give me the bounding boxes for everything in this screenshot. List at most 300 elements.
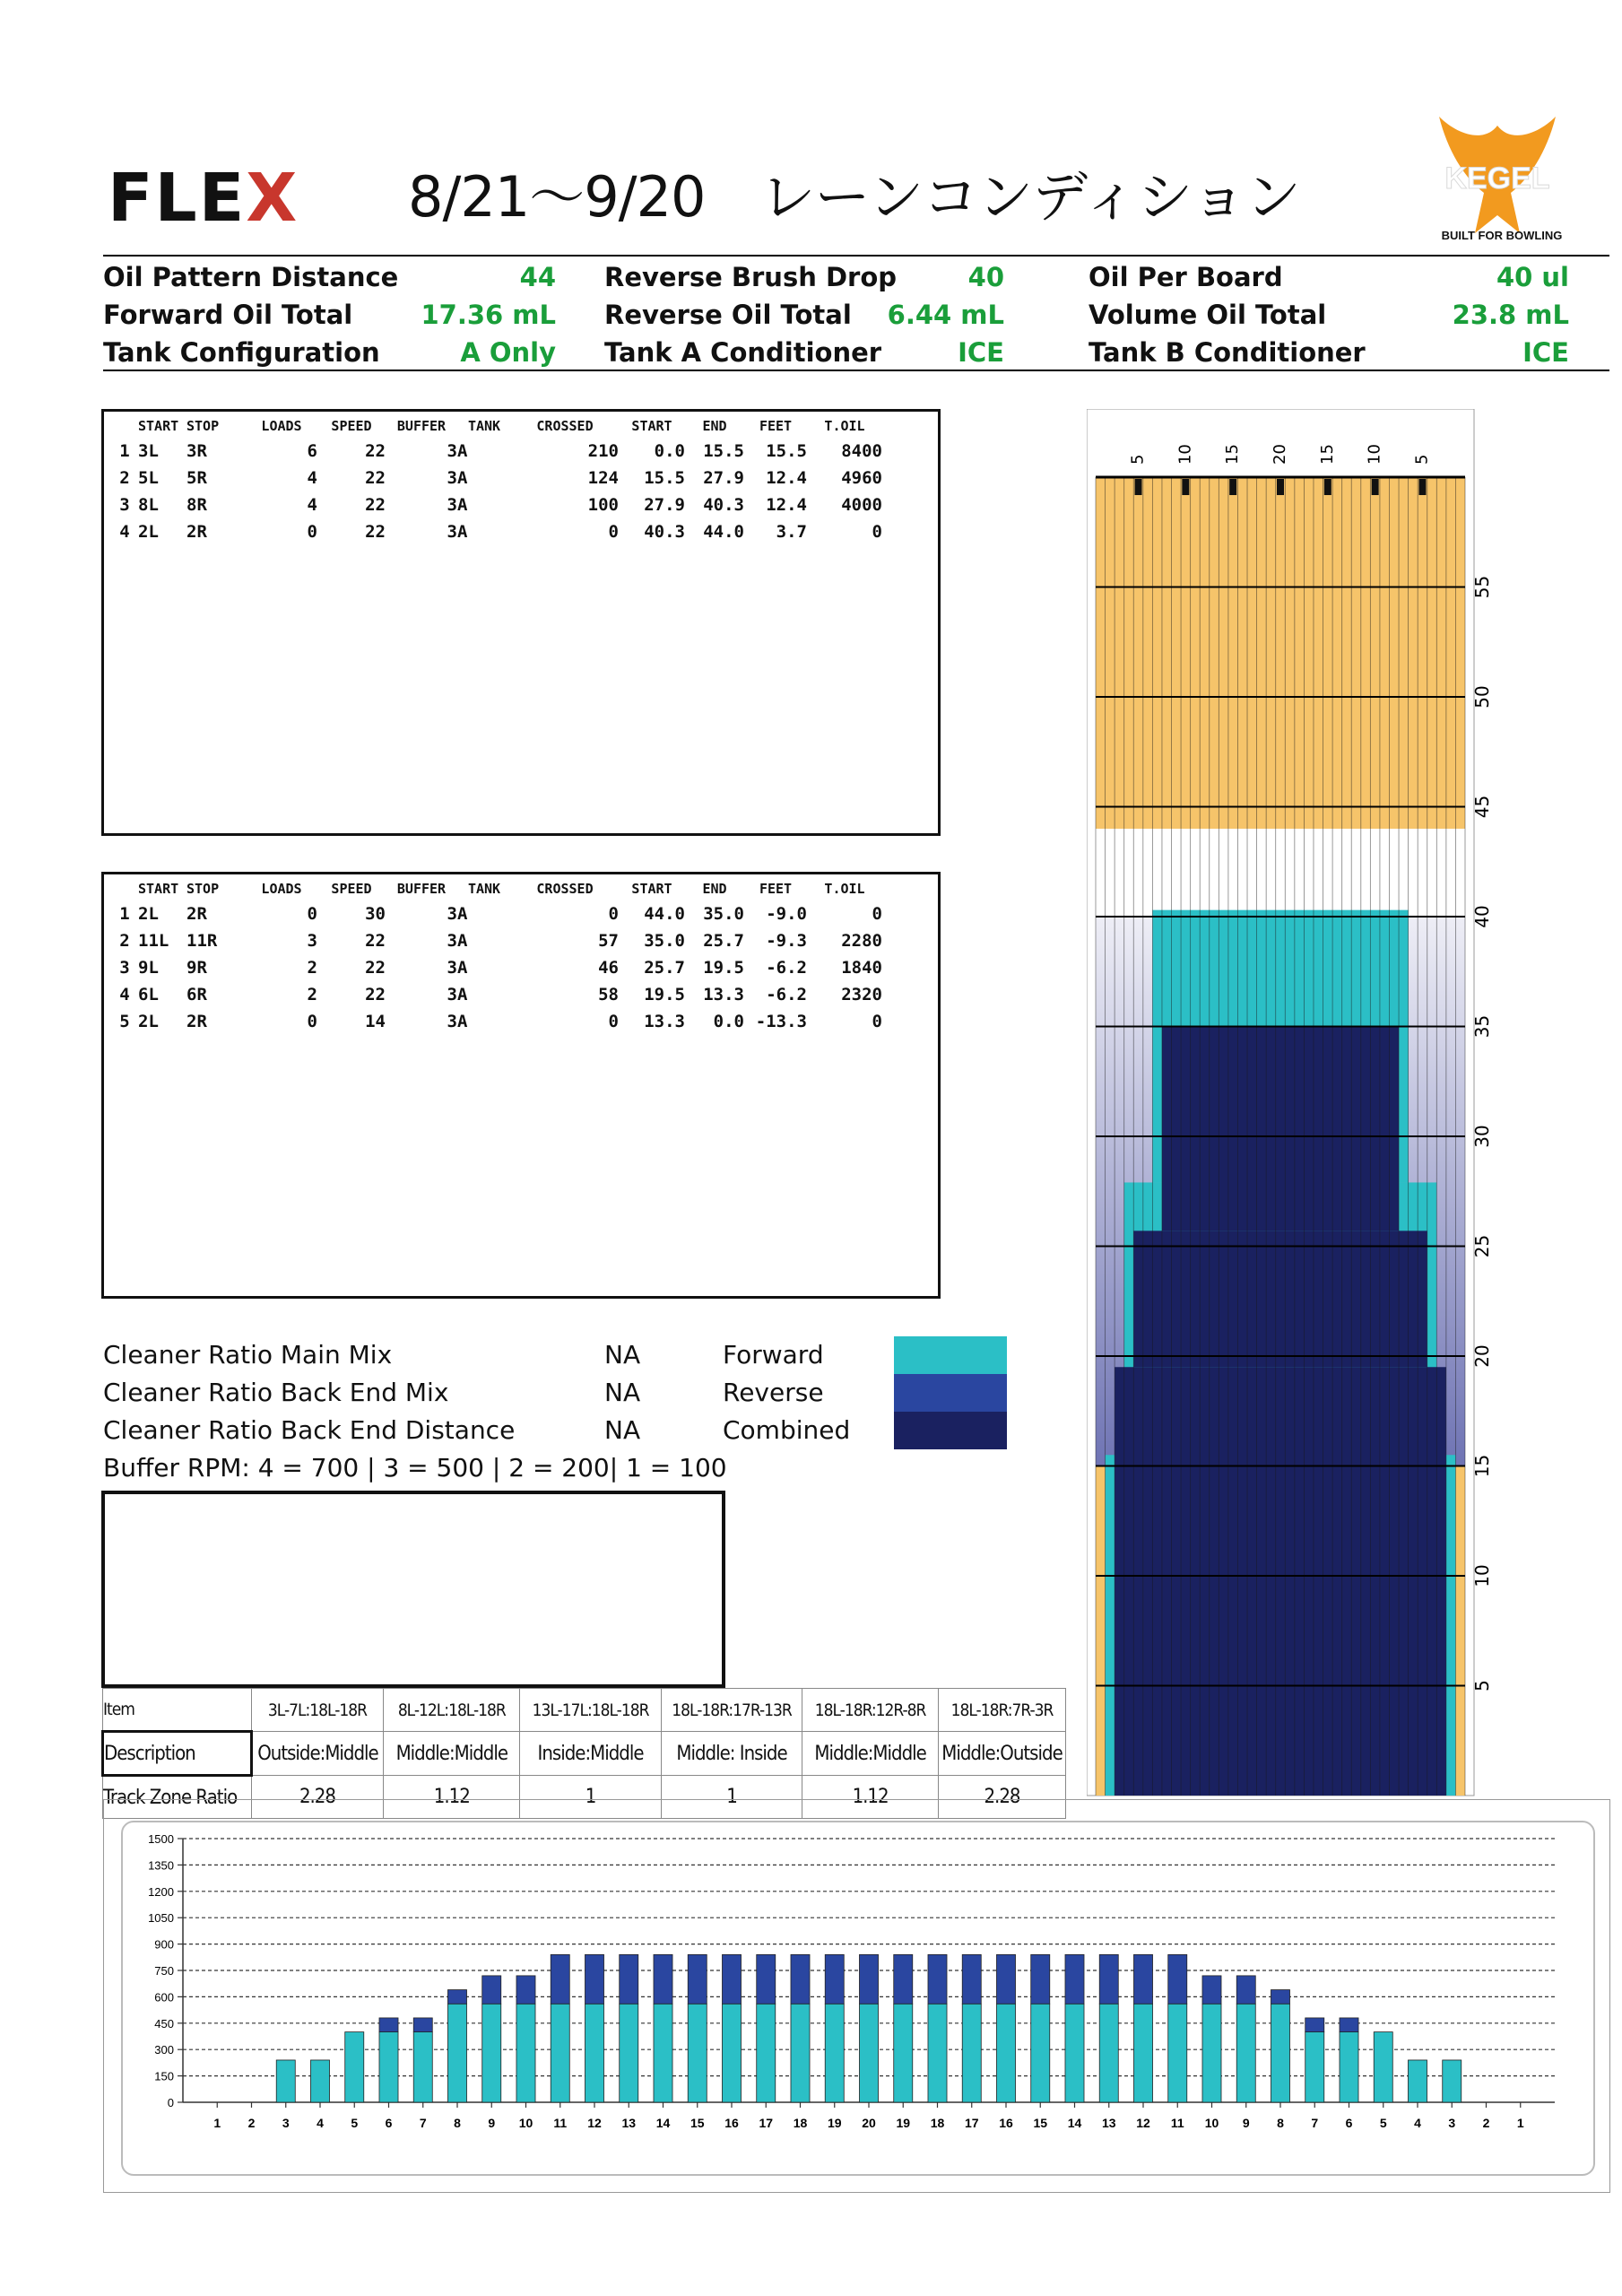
track-zone-cell: Middle:Middle xyxy=(384,1732,520,1776)
forward-table-cell: 4 xyxy=(119,522,130,542)
chart-bar-segment xyxy=(1133,2004,1152,2102)
reverse-table-header-cell: TANK xyxy=(467,881,501,897)
flex-logo-x: X xyxy=(246,160,299,237)
reverse-table-cell: 1840 xyxy=(841,958,882,978)
chart-bar-segment xyxy=(859,1954,878,2004)
chart-bar-segment xyxy=(413,2018,432,2032)
reverse-table-cell: 11R xyxy=(186,931,218,951)
track-zone-cell: Item xyxy=(103,1689,252,1732)
lane-top-board-label: 10 xyxy=(1365,444,1384,465)
reverse-table-header-cell: END xyxy=(702,881,727,897)
reverse-table-cell: 35.0 xyxy=(703,904,744,924)
chart-bar-segment xyxy=(722,1954,741,2004)
chart-x-tick-label: 11 xyxy=(1170,2116,1184,2130)
summary-value: 23.8 mL xyxy=(1452,300,1569,330)
reverse-table-cell: 0 xyxy=(872,1012,882,1031)
forward-table-cell: 0.0 xyxy=(654,441,685,461)
reverse-table-cell: 0 xyxy=(872,904,882,924)
chart-bar-segment xyxy=(825,2004,844,2102)
forward-table-header-cell: END xyxy=(702,418,727,434)
forward-table-cell: 210 xyxy=(587,441,619,461)
lane-distance-label: 15 xyxy=(1471,1454,1493,1478)
chart-x-tick-label: 20 xyxy=(862,2116,876,2130)
chart-bar-segment xyxy=(585,2004,603,2102)
chart-y-tick-label: 1200 xyxy=(148,1884,174,1899)
chart-bar-segment xyxy=(1236,1976,1255,2004)
chart-bar-segment xyxy=(688,2004,707,2102)
lane-top-board-label: 5 xyxy=(1412,454,1432,465)
chart-bar-segment xyxy=(447,2004,466,2102)
lane-top-board-label: 5 xyxy=(1128,454,1148,465)
chart-bar-segment xyxy=(1374,2032,1392,2102)
forward-table-header-cell: CROSSED xyxy=(536,418,594,434)
chart-bar-segment xyxy=(1340,2032,1358,2102)
track-zone-cell: Track Zone Ratio xyxy=(103,1776,252,1819)
chart-bar-segment xyxy=(1202,1976,1221,2004)
cleaner-main-mix-label: Cleaner Ratio Main Mix xyxy=(103,1340,393,1370)
forward-table-row xyxy=(111,438,882,465)
forward-table-header-cell: LOADS xyxy=(261,418,302,434)
chart-x-tick-label: 17 xyxy=(759,2116,774,2130)
chart-bar-segment xyxy=(1236,2004,1255,2102)
summary-value: 44 xyxy=(519,262,556,292)
reverse-table-row xyxy=(111,981,882,1008)
summary-label: Volume Oil Total xyxy=(1089,300,1327,330)
cleaner-back-end-distance-label: Cleaner Ratio Back End Distance xyxy=(103,1415,516,1445)
track-zone-cell: 1.12 xyxy=(802,1776,939,1819)
chart-bar-segment xyxy=(1031,1954,1050,2004)
chart-bar-segment xyxy=(996,1954,1015,2004)
chart-bar-segment xyxy=(482,1976,501,2004)
chart-bar-segment xyxy=(413,2032,432,2102)
lane-combined-zone xyxy=(1162,1027,1399,1231)
chart-bar-segment xyxy=(482,2004,501,2102)
reverse-table-row xyxy=(111,954,882,981)
forward-table-cell: 3L xyxy=(138,441,159,461)
lane-arrow-mark xyxy=(1229,479,1236,495)
reverse-table-cell: 2R xyxy=(186,904,207,924)
forward-table-cell: 5R xyxy=(186,468,207,488)
forward-table-cell: A xyxy=(457,495,468,515)
reverse-table-cell: 3 xyxy=(447,904,457,924)
summary-value: ICE xyxy=(958,337,1004,368)
forward-table-cell: 15.5 xyxy=(703,441,744,461)
chart-x-tick-label: 5 xyxy=(1379,2116,1387,2130)
chart-x-tick-label: 4 xyxy=(1414,2116,1421,2130)
forward-table-cell: 22 xyxy=(365,468,386,488)
forward-table-cell: 3 xyxy=(447,468,457,488)
lane-combined-zone xyxy=(1133,1231,1427,1367)
lane-top-board-label: 15 xyxy=(1317,444,1337,465)
forward-table-cell: 27.9 xyxy=(644,495,685,515)
forward-table-cell: 2L xyxy=(138,522,159,542)
forward-table-cell: 100 xyxy=(587,495,619,515)
reverse-table-cell: A xyxy=(457,985,468,1004)
reverse-table-cell: 25.7 xyxy=(644,958,685,978)
summary-top-rule xyxy=(103,255,1609,257)
forward-table-cell: 22 xyxy=(365,441,386,461)
lane-top-board-label: 15 xyxy=(1223,444,1243,465)
forward-table-cell: 40.3 xyxy=(644,522,685,542)
reverse-table-cell: 19.5 xyxy=(644,985,685,1004)
chart-bar-segment xyxy=(722,2004,741,2102)
lane-distance-label: 10 xyxy=(1471,1564,1493,1587)
forward-table-cell: 6 xyxy=(307,441,317,461)
chart-x-tick-label: 10 xyxy=(518,2116,533,2130)
chart-bar-segment xyxy=(620,1954,638,2004)
forward-table-cell: 0 xyxy=(872,522,882,542)
chart-bar-segment xyxy=(928,2004,947,2102)
chart-bar-segment xyxy=(516,1976,535,2004)
reverse-table-cell: 3 xyxy=(447,931,457,951)
reverse-table-cell: 2R xyxy=(186,1012,207,1031)
reverse-table-cell: 0 xyxy=(608,904,619,924)
kegel-tagline: BUILT FOR BOWLING xyxy=(1441,229,1563,242)
chart-x-tick-label: 8 xyxy=(1277,2116,1284,2130)
lane-arrow-mark xyxy=(1372,479,1379,495)
chart-bar-segment xyxy=(757,1954,776,2004)
reverse-table-cell: -9.0 xyxy=(766,904,807,924)
chart-y-tick-label: 300 xyxy=(154,2043,174,2057)
chart-x-tick-label: 13 xyxy=(621,2116,637,2130)
forward-table-cell: 40.3 xyxy=(703,495,744,515)
summary-label: Reverse Brush Drop xyxy=(604,262,898,292)
track-zone-cell: 18L-18R:17R-13R xyxy=(661,1689,802,1732)
reverse-table-cell: 5 xyxy=(119,1012,130,1031)
lane-arrow-mark xyxy=(1135,479,1142,495)
chart-x-tick-label: 2 xyxy=(247,2116,256,2130)
chart-y-tick-label: 1350 xyxy=(148,1858,174,1873)
forward-table-cell: 15.5 xyxy=(644,468,685,488)
lane-oil-graph xyxy=(1087,409,1499,1808)
summary-label: Reverse Oil Total xyxy=(604,300,852,330)
reverse-table-cell: 14 xyxy=(365,1012,386,1031)
reverse-table-header-cell: STOP xyxy=(186,881,220,897)
reverse-table-cell: 22 xyxy=(365,931,386,951)
chart-x-tick-label: 2 xyxy=(1482,2116,1490,2130)
track-zone-cell: 1.12 xyxy=(384,1776,520,1819)
chart-bar-segment xyxy=(1340,2018,1358,2032)
reverse-table-cell: 3 xyxy=(447,985,457,1004)
reverse-table-header-cell: LOADS xyxy=(261,881,302,897)
reverse-table-cell: 58 xyxy=(598,985,619,1004)
track-zone-cell: 18L-18R:12R-8R xyxy=(802,1689,939,1732)
chart-x-tick-label: 4 xyxy=(317,2116,324,2130)
legend-reverse-label: Reverse xyxy=(723,1378,824,1407)
track-zone-cell: 13L-17L:18L-18R xyxy=(520,1689,662,1732)
track-zone-cell: 2.28 xyxy=(938,1776,1065,1819)
chart-bar-segment xyxy=(379,2018,398,2032)
forward-table-cell: 8400 xyxy=(841,441,882,461)
forward-table-header-cell: BUFFER xyxy=(396,418,447,434)
chart-bar-segment xyxy=(1099,2004,1118,2102)
chart-y-tick-label: 1500 xyxy=(148,1832,174,1846)
track-zone-cell: 18L-18R:7R-3R xyxy=(938,1689,1065,1732)
legend-forward-label: Forward xyxy=(723,1340,824,1370)
chart-bar-segment xyxy=(928,1954,947,2004)
reverse-table-cell: 57 xyxy=(598,931,619,951)
chart-x-tick-label: 16 xyxy=(999,2116,1013,2130)
chart-x-tick-label: 7 xyxy=(419,2116,427,2130)
forward-table-header-cell xyxy=(111,414,138,438)
track-zone-cell: 1 xyxy=(520,1776,662,1819)
forward-table-cell: 4960 xyxy=(841,468,882,488)
track-zone-cell: Inside:Middle xyxy=(520,1732,662,1776)
chart-x-tick-label: 3 xyxy=(1448,2116,1456,2130)
chart-bar-segment xyxy=(1065,2004,1084,2102)
forward-table-cell: 2R xyxy=(186,522,207,542)
page-title: 8/21～9/20 レーンコンディション xyxy=(408,164,1301,230)
reverse-table-cell: 44.0 xyxy=(644,904,685,924)
reverse-table-header-cell: START xyxy=(138,881,179,897)
kegel-brand-text: KEGEL xyxy=(1444,161,1550,196)
reverse-table-header-cell: BUFFER xyxy=(396,881,447,897)
chart-bar-segment xyxy=(551,1954,569,2004)
chart-y-tick-label: 900 xyxy=(154,1937,174,1952)
reverse-table-header-cell: T.OIL xyxy=(824,881,865,897)
legend-combined-label: Combined xyxy=(723,1415,851,1445)
forward-table-cell: 3.7 xyxy=(776,522,807,542)
reverse-table-cell: 3 xyxy=(307,931,317,951)
forward-table-header-cell: TANK xyxy=(467,418,501,434)
chart-x-tick-label: 13 xyxy=(1101,2116,1116,2130)
forward-table-header-cell: SPEED xyxy=(331,418,372,434)
chart-x-tick-label: 14 xyxy=(655,2116,671,2130)
chart-bar-segment xyxy=(1271,2004,1289,2102)
reverse-table-cell: 30 xyxy=(365,904,386,924)
reverse-table-cell: 2280 xyxy=(841,931,882,951)
forward-oil-table xyxy=(111,414,882,545)
reverse-table-cell: 9R xyxy=(186,958,207,978)
reverse-table-cell: 46 xyxy=(598,958,619,978)
buffer-rpm-text: Buffer RPM: 4 = 700 | 3 = 500 | 2 = 200| 1 = 100 xyxy=(103,1453,727,1483)
reverse-table-cell: 0.0 xyxy=(713,1012,744,1031)
chart-bar-segment xyxy=(791,1954,810,2004)
chart-y-tick-label: 600 xyxy=(154,1990,174,2005)
chart-x-tick-label: 18 xyxy=(793,2116,808,2130)
lane-combined-zone xyxy=(1115,1367,1446,1796)
forward-table-header-cell: FEET xyxy=(759,418,793,434)
chart-x-tick-label: 12 xyxy=(587,2116,602,2130)
forward-table-cell: 5L xyxy=(138,468,159,488)
chart-y-tick-label: 1050 xyxy=(148,1911,174,1926)
chart-bar-segment xyxy=(551,2004,569,2102)
reverse-table-cell: 2320 xyxy=(841,985,882,1004)
cleaner-back-end-mix-value: NA xyxy=(604,1378,641,1407)
track-zone-cell: 1 xyxy=(661,1776,802,1819)
chart-bar-segment xyxy=(1305,2032,1324,2102)
summary-value: 40 ul xyxy=(1496,262,1569,292)
reverse-table-cell: 13.3 xyxy=(703,985,744,1004)
cleaner-back-end-mix-label: Cleaner Ratio Back End Mix xyxy=(103,1378,449,1407)
reverse-table-cell: 4 xyxy=(119,985,130,1004)
forward-table-row xyxy=(111,491,882,518)
legend-combined-swatch xyxy=(894,1412,1007,1449)
track-zone-cell: Middle:Outside xyxy=(938,1732,1065,1776)
track-zone-cell: Outside:Middle xyxy=(251,1732,384,1776)
reverse-table-cell: 1 xyxy=(119,904,130,924)
track-zone-cell: Middle: Inside xyxy=(661,1732,802,1776)
chart-bar-segment xyxy=(894,1954,913,2004)
forward-table-row xyxy=(111,465,882,491)
chart-bar-segment xyxy=(379,2032,398,2102)
legend-forward-swatch xyxy=(894,1336,1007,1374)
chart-y-tick-label: 750 xyxy=(154,1964,174,1978)
reverse-table-header-cell: SPEED xyxy=(331,881,372,897)
summary-label: Oil Per Board xyxy=(1089,262,1283,292)
chart-x-tick-label: 6 xyxy=(385,2116,393,2130)
chart-x-tick-label: 6 xyxy=(1345,2116,1353,2130)
reverse-table-header-cell xyxy=(111,877,138,900)
reverse-table-cell: 13.3 xyxy=(644,1012,685,1031)
chart-bar-segment xyxy=(1065,1954,1084,2004)
chart-bar-segment xyxy=(345,2032,364,2102)
chart-bar-segment xyxy=(585,1954,603,2004)
chart-bar-segment xyxy=(996,2004,1015,2102)
chart-bar-segment xyxy=(894,2004,913,2102)
forward-table-cell: 12.4 xyxy=(766,468,807,488)
reverse-table-cell: A xyxy=(457,1012,468,1031)
reverse-table-header-cell: FEET xyxy=(759,881,793,897)
forward-table-cell: 8L xyxy=(138,495,159,515)
reverse-table-cell: 0 xyxy=(307,1012,317,1031)
reverse-table-cell: 3 xyxy=(119,958,130,978)
forward-table-cell: 1 xyxy=(119,441,130,461)
chart-x-tick-label: 17 xyxy=(964,2116,979,2130)
lane-distance-label: 45 xyxy=(1471,795,1493,819)
reverse-table-cell: 35.0 xyxy=(644,931,685,951)
reverse-table-cell: A xyxy=(457,958,468,978)
lane-top-board-label: 20 xyxy=(1271,444,1289,465)
reverse-table-cell: 9L xyxy=(138,958,159,978)
summary-label: Tank B Conditioner xyxy=(1089,337,1366,368)
chart-x-tick-label: 12 xyxy=(1136,2116,1150,2130)
reverse-table-cell: 2L xyxy=(138,904,159,924)
notes-box xyxy=(101,1491,725,1688)
chart-bar-segment xyxy=(859,2004,878,2102)
flex-logo: FLEX xyxy=(108,160,299,237)
reverse-table-cell: 2 xyxy=(119,931,130,951)
summary-value: 40 xyxy=(967,262,1004,292)
lane-arrow-mark xyxy=(1182,479,1189,495)
forward-table-cell: 44.0 xyxy=(703,522,744,542)
forward-table-cell: A xyxy=(457,441,468,461)
forward-table-cell: 4 xyxy=(307,468,317,488)
chart-bar-segment xyxy=(620,2004,638,2102)
chart-x-tick-label: 19 xyxy=(827,2116,842,2130)
reverse-table-header-cell: START xyxy=(631,881,672,897)
chart-x-tick-label: 15 xyxy=(690,2116,705,2130)
chart-x-tick-label: 11 xyxy=(553,2116,568,2130)
chart-bar-segment xyxy=(1305,2018,1324,2032)
chart-y-tick-label: 450 xyxy=(154,2016,174,2031)
forward-table-cell: 4000 xyxy=(841,495,882,515)
chart-bar-segment xyxy=(654,2004,672,2102)
forward-table-cell: 15.5 xyxy=(766,441,807,461)
forward-table-cell: 0 xyxy=(608,522,619,542)
forward-table-cell: 2 xyxy=(119,468,130,488)
chart-bar-segment xyxy=(688,1954,707,2004)
lane-distance-label: 5 xyxy=(1471,1680,1493,1692)
forward-table-cell: 22 xyxy=(365,522,386,542)
chart-x-tick-label: 7 xyxy=(1311,2116,1319,2130)
forward-table-cell: 8R xyxy=(186,495,207,515)
chart-y-tick-label: 0 xyxy=(167,2096,174,2109)
lane-distance-label: 35 xyxy=(1471,1014,1493,1039)
reverse-table-cell: 3 xyxy=(447,958,457,978)
forward-table-header-cell: STOP xyxy=(186,418,220,434)
reverse-table-cell: 6R xyxy=(186,985,207,1004)
summary-value: 6.44 mL xyxy=(887,300,1004,330)
chart-x-tick-label: 15 xyxy=(1033,2116,1048,2130)
chart-x-tick-label: 5 xyxy=(351,2116,359,2130)
summary-value: 17.36 mL xyxy=(421,300,556,330)
chart-x-tick-label: 18 xyxy=(930,2116,945,2130)
reverse-table-row xyxy=(111,900,882,927)
reverse-table-cell: -9.3 xyxy=(766,931,807,951)
forward-table-cell: 3 xyxy=(447,495,457,515)
summary-label: Tank A Conditioner xyxy=(604,337,882,368)
reverse-table-row xyxy=(111,927,882,954)
summary-label: Oil Pattern Distance xyxy=(103,262,399,292)
reverse-table-cell: 25.7 xyxy=(703,931,744,951)
lane-distance-label: 40 xyxy=(1471,905,1493,928)
track-zone-cell: Description xyxy=(103,1732,252,1776)
summary-value: A Only xyxy=(460,337,556,368)
chart-bar-segment xyxy=(962,2004,981,2102)
forward-table-cell: 0 xyxy=(307,522,317,542)
reverse-table-cell: A xyxy=(457,904,468,924)
chart-bar-segment xyxy=(310,2060,329,2102)
lane-arrow-mark xyxy=(1277,479,1284,495)
oil-per-board-chart xyxy=(126,1826,1587,2167)
forward-table-cell: 12.4 xyxy=(766,495,807,515)
reverse-table-row xyxy=(111,1008,882,1035)
lane-distance-label: 30 xyxy=(1471,1125,1493,1148)
chart-bar-segment xyxy=(654,1954,672,2004)
forward-table-cell: A xyxy=(457,522,468,542)
chart-x-tick-label: 8 xyxy=(454,2116,461,2130)
chart-x-tick-label: 10 xyxy=(1204,2116,1219,2130)
lane-distance-label: 55 xyxy=(1471,575,1493,599)
reverse-table-cell: -6.2 xyxy=(766,958,807,978)
chart-x-tick-label: 19 xyxy=(896,2116,911,2130)
reverse-table-cell: 3 xyxy=(447,1012,457,1031)
chart-x-tick-label: 16 xyxy=(724,2116,739,2130)
summary-value: ICE xyxy=(1522,337,1569,368)
chart-x-tick-label: 3 xyxy=(282,2116,290,2130)
chart-y-tick-label: 150 xyxy=(154,2069,174,2083)
chart-bar-segment xyxy=(1443,2060,1462,2102)
reverse-table-cell: 6L xyxy=(138,985,159,1004)
lane-distance-label: 20 xyxy=(1471,1344,1493,1368)
forward-table-cell: 4 xyxy=(307,495,317,515)
track-zone-cell: Middle:Middle xyxy=(802,1732,939,1776)
reverse-table-cell: -6.2 xyxy=(766,985,807,1004)
chart-x-tick-label: 1 xyxy=(1516,2116,1524,2130)
forward-table-cell: 3 xyxy=(119,495,130,515)
lane-band-white xyxy=(1096,829,1465,917)
cleaner-back-end-distance-value: NA xyxy=(604,1415,641,1445)
chart-bar-segment xyxy=(757,2004,776,2102)
chart-x-tick-label: 9 xyxy=(1242,2116,1250,2130)
chart-x-tick-label: 1 xyxy=(213,2116,221,2130)
forward-table-cell: 3R xyxy=(186,441,207,461)
summary-label: Forward Oil Total xyxy=(103,300,353,330)
lane-distance-label: 25 xyxy=(1471,1234,1493,1258)
chart-bar-segment xyxy=(791,2004,810,2102)
forward-table-cell: 27.9 xyxy=(703,468,744,488)
